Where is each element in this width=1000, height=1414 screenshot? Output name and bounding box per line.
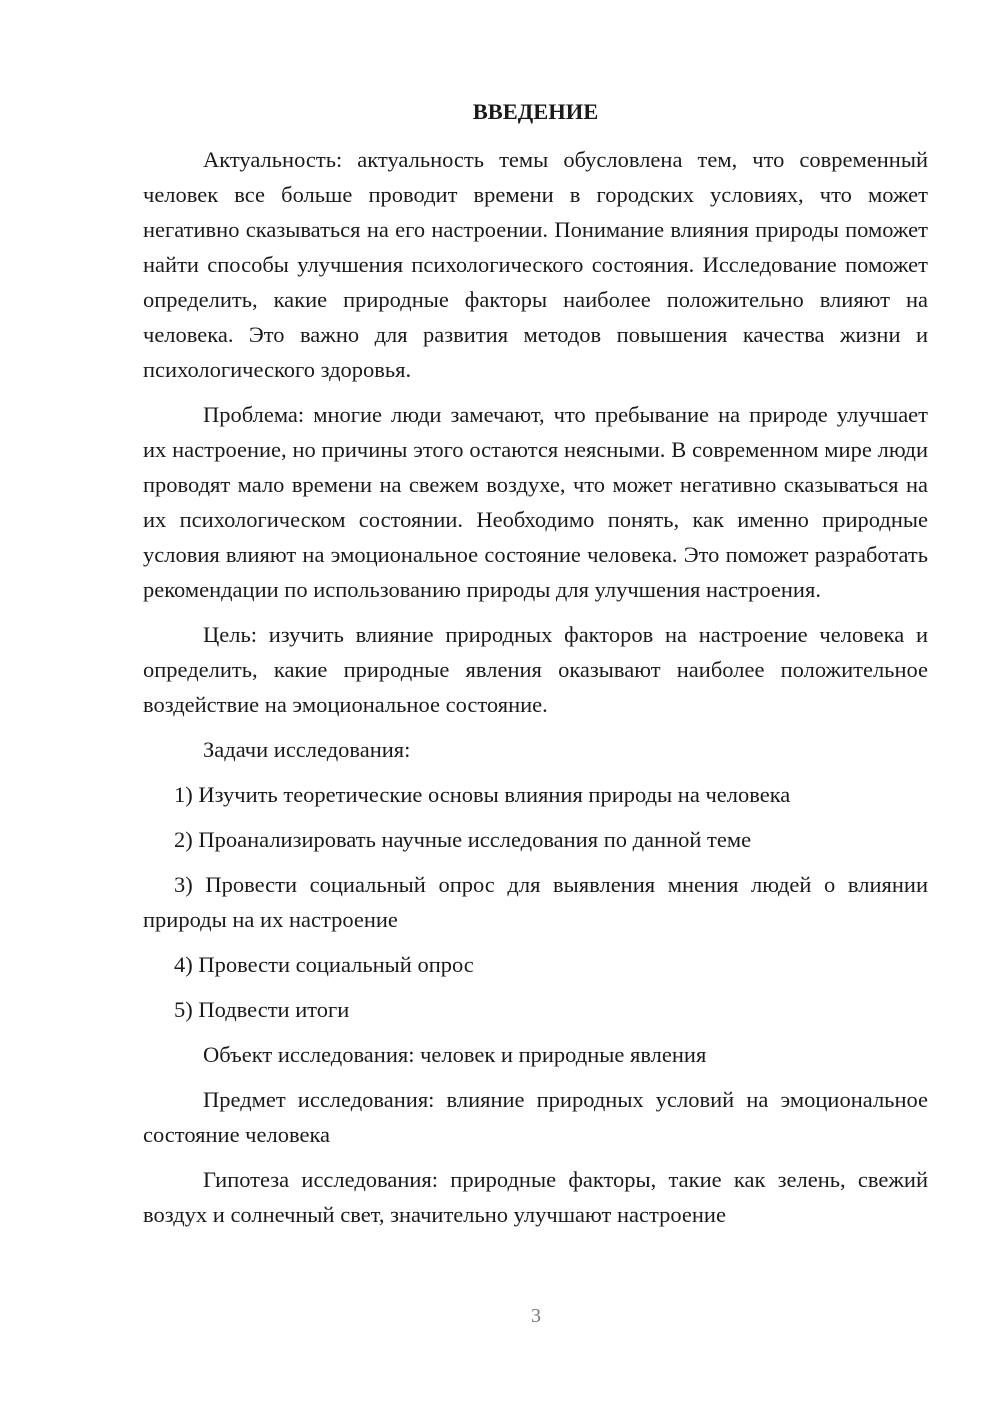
task-item: 5) Подвести итоги [174, 997, 350, 1022]
paragraph-hypothesis: Гипотеза исследования: природные факторы, такие как зелень, свежий воздух и солнечный свет, значительно улучшают настроение [143, 1167, 928, 1227]
page-number: 3 [531, 1305, 541, 1327]
paragraph-problem: Проблема: многие люди замечают, что пребывание на природе улучшает их настроение, но причины этого остаются неясными. В современном мире люди проводят мало времени на свежем воздухе, что может негативно сказываться на их психологическом состоянии. Необходимо понять, как именно природные условия влияют на эмоциональное состояние человека. Это поможет разработать рекомендации по использованию природы для улучшения настроения. [143, 402, 928, 602]
paragraph-object: Объект исследования: человек и природные явления [203, 1042, 707, 1067]
task-item: 2) Проанализировать научные исследования по данной теме [174, 827, 752, 852]
paragraph-goal: Цель: изучить влияние природных факторов на настроение человека и определить, какие природные явления оказывают наиболее положительное воздействие на эмоциональное состояние. [143, 622, 928, 717]
document-body [143, 94, 928, 1232]
section-title: ВВЕДЕНИЕ [472, 99, 599, 124]
paragraph-subject: Предмет исследования: влияние природных условий на эмоциональное состояние человека [143, 1087, 928, 1147]
paragraph-relevance: Актуальность: актуальность темы обусловлена тем, что современный человек все больше проводит времени в городских условиях, что может негативно сказываться на его настроении. Понимание влияния природы поможет найти способы улучшения психологического состояния. Исследование поможет определить, какие природные факторы наиболее положительно влияют на человека. Это важно для развития методов повышения качества жизни и психологического здоровья. [143, 147, 928, 382]
tasks-heading: Задачи исследования: [203, 737, 411, 762]
task-item: 1) Изучить теоретические основы влияния природы на человека [174, 782, 791, 807]
task-item: 4) Провести социальный опрос [174, 952, 474, 977]
task-item: 3) Провести социальный опрос для выявления мнения людей о влиянии природы на их настроение [143, 872, 928, 932]
